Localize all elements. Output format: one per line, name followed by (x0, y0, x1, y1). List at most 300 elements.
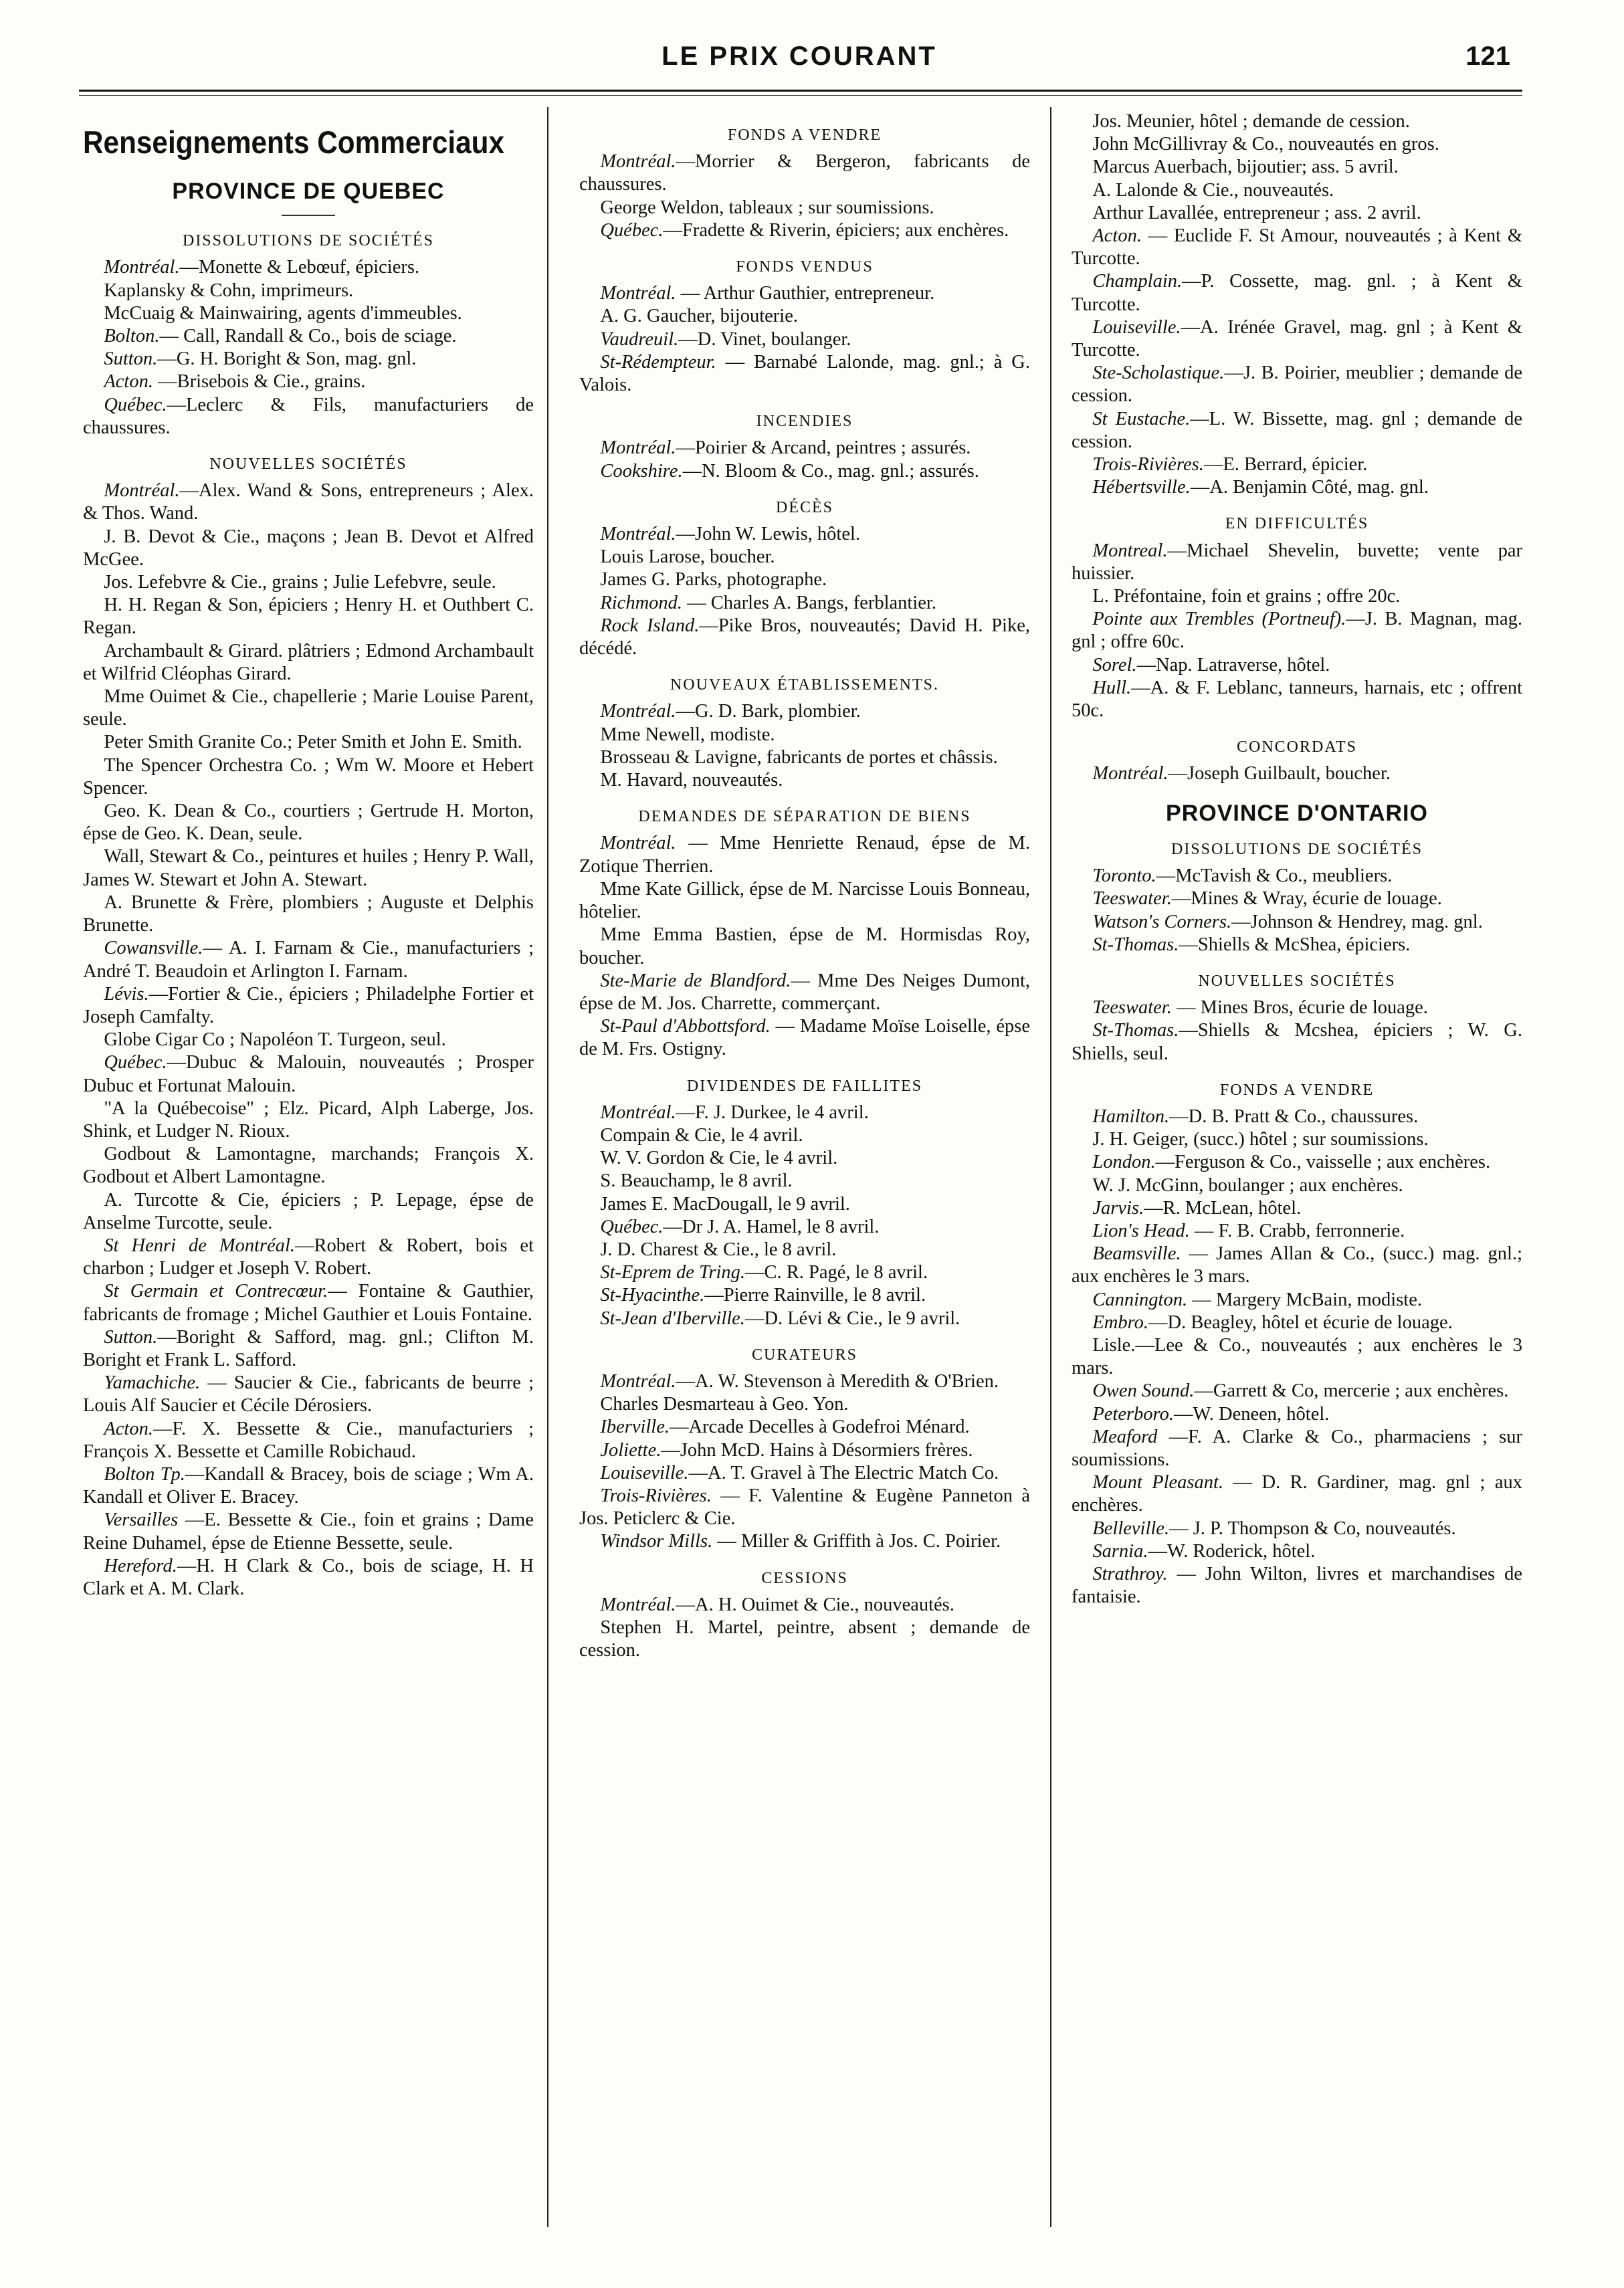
entry-place: Embro. (1092, 1312, 1148, 1333)
entry-text: —G. D. Bark, plombier. (676, 701, 861, 722)
entry-place: Champlain. (1092, 271, 1183, 292)
entry-text: —Kandall & Bracey, bois de sciage ; Wm A. Kandall et Oliver E. Bracey. (83, 1463, 534, 1508)
entry-text: Geo. K. Dean & Co., courtiers ; Gertrude H. Morton, épse de Geo. K. Dean, seule. (83, 801, 534, 845)
entry (1072, 1128, 1522, 1151)
entry-text: —D. Lévi & Cie., le 9 avril. (744, 1308, 960, 1329)
entry (579, 1416, 1030, 1439)
entry-text: Lisle.—Lee & Co., nouveautés ; aux enchères le 3 mars. (1072, 1334, 1522, 1379)
entry (1072, 911, 1522, 934)
entry (579, 568, 1030, 591)
entry (83, 640, 534, 686)
entry-text: Arthur Lavallée, entrepreneur ; ass. 2 avril. (1092, 202, 1421, 223)
entry-text: J. B. Devot & Cie., maçons ; Jean B. Devot et Alfred McGee. (83, 526, 534, 570)
entry (1072, 654, 1522, 677)
entry-place: Peterboro. (1092, 1403, 1174, 1425)
entry-place: Acton. (104, 1418, 153, 1439)
entry (83, 1189, 534, 1235)
entry-text: —John McD. Hains à Désormiers frères. (661, 1439, 973, 1461)
entry-text: —Nap. Latraverse, hôtel. (1136, 654, 1330, 675)
entry-text: — Mines Bros, écurie de louage. (1171, 997, 1428, 1019)
entry-text: George Weldon, tableaux ; sur soumissions. (600, 197, 934, 218)
entry (579, 615, 1030, 660)
entry (579, 724, 1030, 746)
entry-place: Owen Sound. (1092, 1380, 1195, 1402)
section-heading: NOUVELLES SOCIÉTÉS (1198, 972, 1396, 990)
entry-place: Mount Pleasant. (1092, 1472, 1224, 1493)
entry-text: —H. H Clark & Co., bois de sciage, H. H Clark et A. M. Clark. (83, 1555, 534, 1599)
entry-text: J. D. Charest & Cie., le 8 avril. (600, 1239, 837, 1260)
entry (579, 1594, 1030, 1617)
entry-place: Iberville. (600, 1417, 670, 1438)
entry-place: St Eustache. (1092, 408, 1191, 429)
entry (579, 1308, 1030, 1330)
entry (579, 1370, 1030, 1393)
entry-place: St Henri de Montréal. (104, 1235, 296, 1256)
column-3 (1072, 110, 1522, 2224)
entry-place: St-Rédempteur. (600, 351, 716, 373)
entry-text: —F. A. Clarke & Co., pharmaciens ; sur soumissions. (1072, 1426, 1522, 1470)
entry-place: St-Thomas. (1092, 1020, 1179, 1041)
entry-text: — F. Valentine & Eugène Panneton à Jos. Peticlerc & Cie. (579, 1485, 1030, 1530)
entry-text: —McTavish & Co., meubliers. (1156, 865, 1393, 887)
entry-text: S. Beauchamp, le 8 avril. (600, 1170, 793, 1192)
entry (579, 700, 1030, 723)
entry-place: Jarvis. (1092, 1197, 1144, 1219)
entry-text: — Fontaine & Gauthier, fabricants de fromage ; Michel Gauthier et Louis Fontaine. (83, 1281, 534, 1325)
entry (1072, 540, 1522, 585)
entry-text: —D. Beagley, hôtel et écurie de louage. (1148, 1312, 1453, 1333)
entry-text: Mme Newell, modiste. (600, 724, 775, 745)
entry (1072, 1426, 1522, 1471)
entry (579, 437, 1030, 459)
entry (1072, 677, 1522, 722)
entry (83, 845, 534, 891)
entry (1072, 585, 1522, 608)
entry (83, 1051, 534, 1097)
entry-text: —Pierre Rainville, le 8 avril. (704, 1285, 926, 1306)
column-2 (579, 110, 1030, 2224)
col2-sections (579, 124, 1030, 1662)
entry-text: — Margery McBain, modiste. (1187, 1289, 1422, 1310)
entry (83, 325, 534, 348)
entry-text: —Poirier & Arcand, peintres ; assurés. (676, 437, 971, 459)
entry-place: Trois-Rivières. (1092, 454, 1204, 476)
entry (83, 731, 534, 754)
entry (579, 351, 1030, 397)
entry-place: Hereford. (104, 1555, 177, 1576)
entry (1072, 453, 1522, 476)
entry-place: Montréal. (1092, 763, 1169, 785)
entry-place: Ste-Marie de Blandford. (600, 970, 791, 991)
entry-text: — A. I. Farnam & Cie., manufacturiers ; André T. Beaudoin et Arlington I. Farnam. (83, 938, 534, 982)
entry-place: Sutton. (104, 1326, 158, 1348)
entry-text: —J. B. Magnan, mag. gnl ; offre 60c. (1072, 609, 1522, 653)
entry (579, 1102, 1030, 1124)
entry (579, 1393, 1030, 1416)
entry (1072, 865, 1522, 888)
entry-place: Joliette. (600, 1439, 662, 1461)
entry-text: — Madame Moïse Loiselle, épse de M. Frs. Ostigny. (579, 1016, 1030, 1060)
entry-place: Ste-Scholastique. (1092, 362, 1225, 384)
section-heading: DISSOLUTIONS DE SOCIÉTÉS (182, 232, 434, 250)
entry-place: Meaford (1092, 1426, 1158, 1447)
entry-text: Louis Larose, boucher. (600, 546, 775, 568)
entry-text: —C. R. Pagé, le 8 avril. (745, 1262, 928, 1283)
entry (83, 1098, 534, 1143)
entry (579, 1485, 1030, 1530)
page-header (80, 41, 1518, 82)
entry-text: —Pike Bros, nouveautés; David H. Pike, décédé. (579, 615, 1030, 659)
entry-text: — Mme Des Neiges Dumont, épse de M. Jos. Charrette, commerçant. (579, 970, 1030, 1014)
entry (1072, 179, 1522, 202)
entry (1072, 476, 1522, 499)
entry (1072, 225, 1522, 270)
entry (579, 769, 1030, 792)
entry (579, 878, 1030, 924)
entry (579, 1193, 1030, 1216)
entry-text: — John Wilton, livres et marchandises de fantaisie. (1072, 1563, 1522, 1608)
entry (83, 1509, 534, 1554)
entry-text: James E. MacDougall, le 9 avril. (600, 1193, 850, 1215)
page-title: LE PRIX COURANT (662, 41, 937, 71)
entry-place: Sorel. (1092, 654, 1137, 675)
entry (579, 1216, 1030, 1239)
entry (83, 280, 534, 302)
entry-text: — Mme Henriette Renaud, épse de M. Zotique Therrien. (579, 833, 1030, 877)
entry-place: St-Paul d'Abbottsford. (600, 1016, 771, 1037)
entry (83, 983, 534, 1029)
entry-place: Teeswater. (1092, 888, 1172, 910)
entry (1072, 1540, 1522, 1563)
section-heading: CURATEURS (751, 1346, 858, 1364)
entry-text: —D. B. Pratt & Co., chaussures. (1169, 1106, 1419, 1127)
entry (579, 1284, 1030, 1307)
entry (579, 1147, 1030, 1170)
entry-text: "A la Québecoise" ; Elz. Picard, Alph Laberge, Jos. Shink, et Ludger N. Rioux. (83, 1098, 534, 1142)
entry (83, 571, 534, 594)
entry-text: A. Lalonde & Cie., nouveautés. (1092, 179, 1334, 201)
entry (83, 892, 534, 937)
entry-text: —A. & F. Leblanc, tanneurs, harnais, etc ; offrent 50c. (1072, 677, 1522, 722)
entry-place: Cowansville. (104, 938, 203, 959)
entry-text: —N. Bloom & Co., mag. gnl.; assurés. (682, 460, 979, 482)
entry-place: Lion's Head. (1092, 1220, 1190, 1241)
entry (579, 546, 1030, 568)
entry-text: — J. P. Thompson & Co, nouveautés. (1169, 1518, 1456, 1539)
entry-text: John McGillivray & Co., nouveautés en gros. (1092, 134, 1439, 155)
entry-text: —E. Berrard, épicier. (1203, 454, 1368, 476)
entry (83, 1143, 534, 1188)
entry-place: Yamachiche. (104, 1372, 201, 1394)
entry-text: Jos. Meunier, hôtel ; demande de cession. (1092, 111, 1410, 132)
entry-text: —Shiells & McShea, épiciers. (1179, 934, 1411, 955)
entry-text: W. V. Gordon & Cie, le 4 avril. (600, 1148, 838, 1169)
entry-text: —A. Benjamin Côté, mag. gnl. (1190, 477, 1429, 498)
entry (1072, 1403, 1522, 1426)
entry-text: Charles Desmarteau à Geo. Yon. (600, 1394, 849, 1415)
entry-text: — D. R. Gardiner, mag. gnl ; aux enchères. (1072, 1472, 1522, 1516)
entry (579, 219, 1030, 242)
entry-text: Jos. Lefebvre & Cie., grains ; Julie Lefebvre, seule. (104, 572, 496, 593)
entry-text: Kaplansky & Cohn, imprimeurs. (104, 280, 354, 301)
entry (1072, 1518, 1522, 1540)
entry-place: Teeswater. (1092, 997, 1172, 1019)
entry (1072, 202, 1522, 225)
entry (83, 937, 534, 982)
entry (83, 1463, 534, 1509)
entry (1072, 762, 1522, 785)
province-heading-ontario: PROVINCE D'ONTARIO (1166, 800, 1428, 826)
entry-place: Louiseville. (1092, 316, 1181, 338)
entry-text: A. Brunette & Frère, plombiers ; Auguste et Delphis Brunette. (83, 892, 534, 936)
entry-text: —Monette & Lebœuf, épiciers. (179, 257, 420, 278)
entry (579, 460, 1030, 483)
entry-place: Sutton. (104, 348, 158, 370)
entry-text: —Ferguson & Co., vaisselle ; aux enchères. (1155, 1152, 1491, 1173)
entry-place: Pointe aux Trembles (Portneuf). (1092, 609, 1346, 630)
entry-place: Hébertsville. (1092, 477, 1191, 498)
section-heading: FONDS A VENDRE (1219, 1081, 1375, 1099)
entry-text: — F. B. Crabb, ferronnerie. (1189, 1220, 1405, 1241)
entry (579, 924, 1030, 969)
entry-text: —A. T. Gravel à The Electric Match Co. (688, 1462, 999, 1483)
entry (579, 523, 1030, 546)
entry (1072, 1334, 1522, 1380)
entry-text: —Leclerc & Fils, manufacturiers de chaussures. (83, 394, 534, 438)
entry (579, 1124, 1030, 1147)
entry-place: Montréal. (600, 437, 676, 459)
entry-place: Bolton Tp. (104, 1463, 185, 1485)
entry-place: Montréal. (600, 1370, 676, 1392)
entry (83, 686, 534, 731)
separator-dash (282, 215, 335, 216)
entry (83, 1555, 534, 1600)
entry-text: —Boright & Safford, mag. gnl.; Clifton M. Boright et Frank L. Safford. (83, 1326, 534, 1370)
entry (1072, 1197, 1522, 1220)
entry-place: Versailles (104, 1510, 179, 1531)
section-heading: NOUVELLES SOCIÉTÉS (209, 455, 407, 474)
entry (579, 1530, 1030, 1553)
entry-text: —E. Bessette & Cie., foin et grains ; Dame Reine Duhamel, épse de Etienne Bessette, seule. (83, 1510, 534, 1554)
entry (1072, 133, 1522, 156)
entry-place: Beamsville. (1092, 1243, 1181, 1265)
entry-place: Acton. (104, 371, 153, 393)
entry (1072, 1380, 1522, 1402)
entry (1072, 1106, 1522, 1128)
entry-place: Montreal. (1092, 540, 1168, 561)
entry-text: Mme Ouimet & Cie., chapellerie ; Marie Louise Parent, seule. (83, 686, 534, 730)
page-number: 121 (1465, 41, 1510, 71)
entry (579, 328, 1030, 351)
entry-place: Sarnia. (1092, 1540, 1148, 1562)
entry (83, 371, 534, 393)
entry (1072, 110, 1522, 133)
entry (579, 1015, 1030, 1061)
entry-text: — Arthur Gauthier, entrepreneur. (676, 283, 935, 304)
section-heading: EN DIFFICULTÉS (1225, 515, 1369, 533)
entry-place: Cannington. (1092, 1289, 1188, 1310)
main-title: Renseignements Commerciaux (83, 124, 505, 160)
column-divider-1 (547, 107, 548, 2227)
column-divider-2 (1050, 107, 1051, 2227)
entry-text: —Johnson & Hendrey, mag. gnl. (1231, 911, 1483, 932)
entry-text: —P. Cossette, mag. gnl. ; à Kent & Turcotte. (1072, 271, 1522, 315)
entry (579, 1462, 1030, 1485)
column-1 (83, 110, 534, 2224)
entry-text: —Fradette & Riverin, épiciers; aux enchères. (663, 219, 1009, 241)
entry-text: A. Turcotte & Cie, épiciers ; P. Lepage, épse de Anselme Turcotte, seule. (83, 1189, 534, 1233)
entry (1072, 156, 1522, 179)
entry (83, 1372, 534, 1417)
entry-place: Hamilton. (1092, 1106, 1170, 1127)
entry-text: — James Allan & Co., (succ.) mag. gnl.; aux enchères le 3 mars. (1072, 1243, 1522, 1287)
entry (1072, 1019, 1522, 1065)
entry-place: Montréal. (600, 283, 676, 304)
entry-place: St-Eprem de Tring. (600, 1262, 745, 1283)
entry (83, 1235, 534, 1280)
section-heading: CESSIONS (761, 1569, 848, 1587)
entry-text: Stephen H. Martel, peintre, absent ; demande de cession. (579, 1617, 1030, 1661)
entry-place: Bolton. (104, 326, 160, 347)
entry-text: M. Havard, nouveautés. (600, 770, 783, 791)
entry-place: Hull. (1092, 677, 1132, 698)
entry-place: Toronto. (1092, 865, 1156, 887)
entry-text: —Robert & Robert, bois et charbon ; Ludger et Joseph V. Robert. (83, 1235, 534, 1279)
entry (1072, 1174, 1522, 1197)
col1-sections (83, 229, 534, 1600)
entry-text: — Euclide F. St Amour, nouveautés ; à Kent & Turcotte. (1072, 225, 1522, 270)
entry-text: —Arcade Decelles à Godefroi Ménard. (670, 1417, 970, 1438)
entry-place: Rock Island. (600, 615, 700, 636)
entry (83, 594, 534, 639)
entry (1072, 1151, 1522, 1174)
section-heading: CONCORDATS (1236, 738, 1358, 756)
entry (1072, 608, 1522, 653)
entry-text: —Brisebois & Cie., grains. (153, 371, 366, 393)
entry-text: James G. Parks, photographe. (600, 569, 827, 591)
section-heading: FONDS VENDUS (736, 258, 874, 276)
entry-place: Québec. (104, 394, 167, 415)
entry-text: — Barnabé Lalonde, mag. gnl.; à G. Valois. (579, 351, 1030, 396)
entry (579, 1170, 1030, 1192)
entry-text: Mme Emma Bastien, épse de M. Hormisdas Roy, boucher. (579, 924, 1030, 968)
entry-text: —Morrier & Bergeron, fabricants de chaussures. (579, 151, 1030, 195)
entry-place: Montréal. (600, 524, 676, 545)
entry-text: —Mines & Wray, écurie de louage. (1171, 888, 1442, 910)
entry-text: —Alex. Wand & Sons, entrepreneurs ; Alex. & Thos. Wand. (83, 480, 534, 524)
header-rule-thick (79, 90, 1522, 92)
entry (1072, 997, 1522, 1019)
entry-text: —Dubuc & Malouin, nouveautés ; Prosper Dubuc et Fortunat Malouin. (83, 1052, 534, 1096)
entry-place: Vaudreuil. (600, 328, 679, 350)
entry-place: St-Hyacinthe. (600, 1285, 705, 1306)
entry-place: Lévis. (104, 983, 149, 1005)
entry-place: Strathroy. (1092, 1563, 1168, 1584)
entry (1072, 1289, 1522, 1312)
entry-place: Montréal. (600, 833, 676, 854)
entry-text: —G. H. Boright & Son, mag. gnl. (157, 348, 417, 370)
entry (579, 746, 1030, 769)
entry-place: Québec. (600, 1216, 664, 1237)
entry-text: The Spencer Orchestra Co. ; Wm W. Moore et Hebert Spencer. (83, 754, 534, 799)
entry-text: Peter Smith Granite Co.; Peter Smith et John E. Smith. (104, 732, 522, 753)
entry (1072, 1220, 1522, 1243)
entry (83, 1029, 534, 1051)
entry (1072, 1471, 1522, 1517)
entry-place: Trois-Rivières. (600, 1485, 712, 1506)
entry (83, 1326, 534, 1372)
entry-text: —W. Deneen, hôtel. (1173, 1403, 1330, 1425)
entry (1072, 270, 1522, 316)
entry-text: J. H. Geiger, (succ.) hôtel ; sur soumissions. (1092, 1129, 1429, 1150)
entry (83, 1280, 534, 1326)
entry-text: —Michael Shevelin, buvette; vente par huissier. (1072, 540, 1522, 584)
entry-place: Richmond. (600, 592, 683, 613)
entry (83, 394, 534, 439)
entry-place: St-Jean d'Iberville. (600, 1308, 745, 1329)
entry-text: —A. H. Ouimet & Cie., nouveautés. (676, 1594, 954, 1615)
entry-place: Montréal. (104, 257, 180, 278)
entry-text: — Charles A. Bangs, ferblantier. (682, 592, 936, 613)
entry (579, 1617, 1030, 1662)
entry-place: Québec. (600, 219, 664, 241)
entry (579, 282, 1030, 305)
entry (579, 197, 1030, 219)
entry-place: Montréal. (600, 701, 676, 722)
col3-sections-ontario (1072, 838, 1522, 1609)
entry-place: Montréal. (600, 151, 676, 173)
entry (579, 832, 1030, 877)
entry-place: Québec. (104, 1052, 167, 1073)
entry-text: —D. Vinet, boulanger. (678, 328, 851, 350)
entry-place: Louiseville. (600, 1462, 689, 1483)
entry-text: McCuaig & Mainwairing, agents d'immeubles. (104, 302, 462, 324)
entry-place: Acton. (1092, 225, 1142, 247)
entry-text: —W. Roderick, hôtel. (1148, 1540, 1316, 1562)
col3-sections (1072, 110, 1522, 786)
entry-text: —J. B. Poirier, meublier ; demande de cession. (1072, 362, 1522, 407)
entry (1072, 1563, 1522, 1608)
entry-text: —Dr J. A. Hamel, le 8 avril. (663, 1216, 880, 1237)
entry (579, 1239, 1030, 1261)
entry-text: Wall, Stewart & Co., peintures et huiles ; Henry P. Wall, James W. Stewart et John A. Stewart. (83, 846, 534, 890)
entry-text: Archambault & Girard. plâtriers ; Edmond Archambault et Wilfrid Cléophas Girard. (83, 640, 534, 684)
entry-text: Brosseau & Lavigne, fabricants de portes et châssis. (600, 746, 998, 768)
entry-text: — Miller & Griffith à Jos. C. Poirier. (712, 1531, 1001, 1552)
entry (1072, 934, 1522, 956)
entry (1072, 362, 1522, 407)
entry-text: —Shiells & Mcshea, épiciers ; W. G. Shiells, seul. (1072, 1020, 1522, 1064)
entry-text: Mme Kate Gillick, épse de M. Narcisse Louis Bonneau, hôtelier. (579, 878, 1030, 923)
entry-text: —Joseph Guilbault, boucher. (1168, 763, 1391, 785)
entry-place: Watson's Corners. (1092, 911, 1232, 932)
entry-place: Windsor Mills. (600, 1531, 713, 1552)
section-heading: FONDS A VENDRE (727, 126, 882, 144)
entry-text: —R. McLean, hôtel. (1144, 1197, 1302, 1219)
entry-place: St Germain et Contrecœur. (104, 1281, 328, 1302)
entry-text: H. H. Regan & Son, épiciers ; Henry H. et Outhbert C. Regan. (83, 595, 534, 639)
entry (1072, 316, 1522, 362)
entry (83, 256, 534, 279)
header-rule-thin (79, 95, 1522, 96)
entry-text: Compain & Cie, le 4 avril. (600, 1124, 803, 1146)
entry-text: — Saucier & Cie., fabricants de beurre ; Louis Alf Saucier et Cécile Dérosiers. (83, 1372, 534, 1417)
entry-text: —A. Irénée Gravel, mag. gnl ; à Kent & Turcotte. (1072, 316, 1522, 361)
entry (83, 302, 534, 325)
entry (83, 480, 534, 525)
entry-text: Marcus Auerbach, bijoutier; ass. 5 avril. (1092, 157, 1399, 178)
entry-place: Montréal. (600, 1594, 676, 1615)
